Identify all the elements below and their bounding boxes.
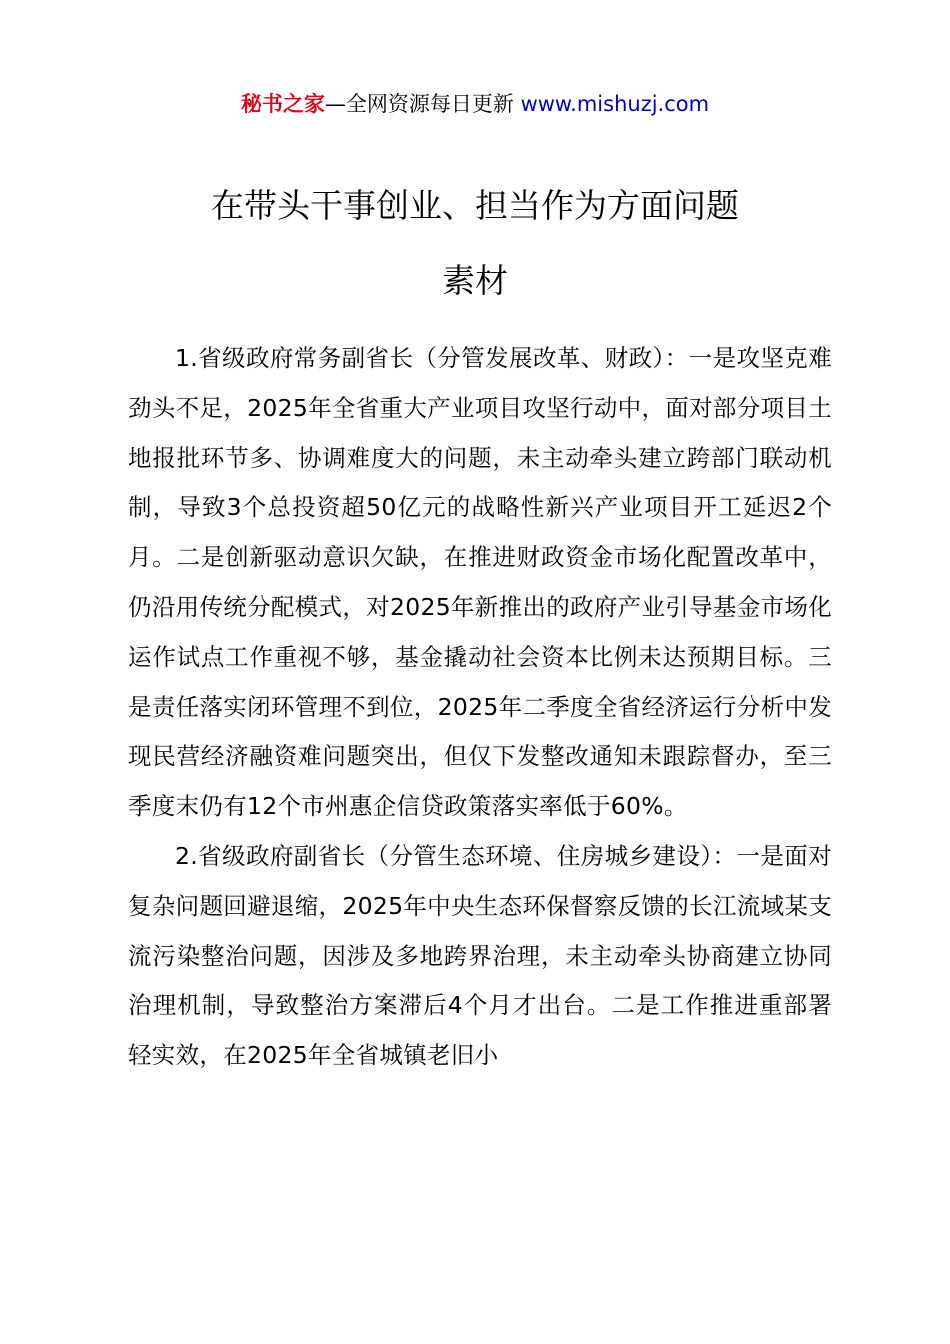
site-brand: 秘书之家: [240, 92, 325, 116]
document-title-line-2: 素材: [442, 261, 508, 300]
site-header: [0, 88, 950, 120]
site-url[interactable]: www.mishuzj.com: [520, 92, 710, 116]
site-slogan: —全网资源每日更新: [324, 92, 521, 116]
document-title-line-1: 在带头干事创业、担当作为方面问题: [211, 186, 739, 225]
paragraph-2: 2.省级政府副省长（分管生态环境、住房城乡建设）：一是面对复杂问题回避退缩，2025年中央生态环保督察反馈的长江流域某支流污染整治问题，因涉及多地跨界治理，未主动牵头协商建立协同治理机制，导致整治方案滞后4个月才出台。二是工作推进重部署轻实效，在2025年全省城镇老旧小: [128, 841, 832, 1070]
document-body: [128, 334, 832, 1081]
paragraph-1: 1.省级政府常务副省长（分管发展改革、财政）：一是攻坚克难劲头不足，2025年全省重大产业项目攻坚行动中，面对部分项目土地报批环节多、协调难度大的问题，未主动牵头建立跨部门联动机制，导致3个总投资超50亿元的战略性新兴产业项目开工延迟2个月。二是创新驱动意识欠缺，在推进财政资金市场化配置改革中，仍沿用传统分配模式，对2025年新推出的政府产业引导基金市场化运作试点工作重视不够，基金撬动社会资本比例未达预期目标。三是责任落实闭环管理不到位，2025年二季度全省经济运行分析中发现民营经济融资难问题突出，但仅下发整改通知未跟踪督办，至三季度末仍有12个市州惠企信贷政策落实率低于60%。: [128, 344, 832, 821]
